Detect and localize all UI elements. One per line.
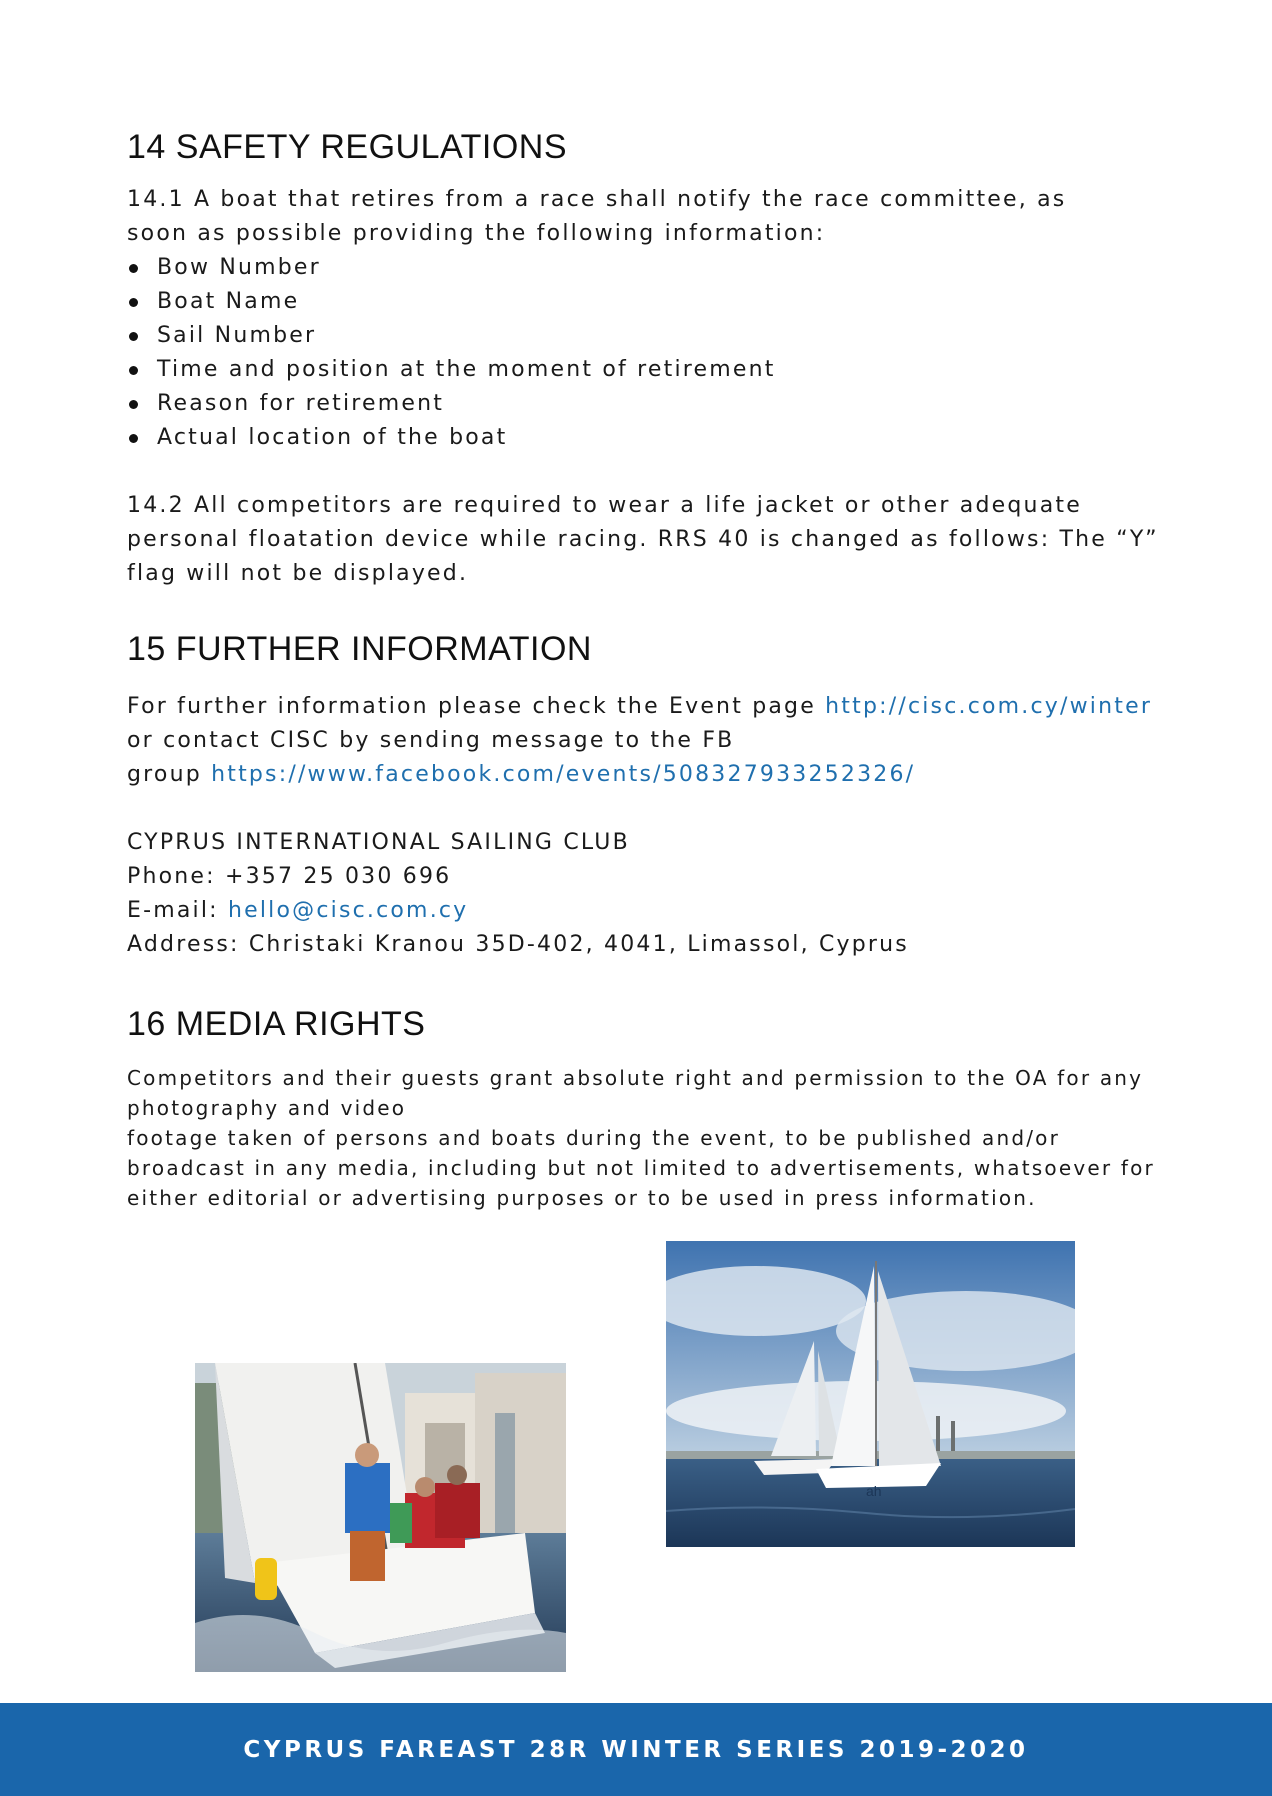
section-14-2-paragraph: 14.2 All competitors are required to wear a life jacket or other adequate personal floatation device while racing. RRS 40 is changed as follows: The “Y” flag will not be displayed. xyxy=(127,493,1159,586)
club-phone: Phone: +357 25 030 696 xyxy=(127,864,452,889)
crew-sailing-photo xyxy=(195,1363,566,1672)
footer-title: CYPRUS FAREAST 28R WINTER SERIES 2019-2020 xyxy=(243,1736,1029,1763)
club-contact-block: CYPRUS INTERNATIONAL SAILING CLUB Phone: +357 25 030 696 E-mail: hello@cisc.com.cy Address: Christaki Kranou 35D-402, 4041, Limassol, Cyprus xyxy=(127,826,909,962)
list-item: Boat Name xyxy=(127,285,776,319)
club-name: CYPRUS INTERNATIONAL SAILING CLUB xyxy=(127,830,630,855)
section-14-1-paragraph: 14.1 A boat that retires from a race shall notify the race committee, as soon as possible providing the following information: xyxy=(127,187,1067,246)
email-link[interactable]: hello@cisc.com.cy xyxy=(227,898,469,923)
list-item: Actual location of the boat xyxy=(127,421,776,455)
list-item: Sail Number xyxy=(127,319,776,353)
section-14-title: 14 SAFETY REGULATIONS xyxy=(127,128,568,166)
two-sailboats-photo xyxy=(666,1241,1075,1547)
footer-banner xyxy=(0,1703,1272,1796)
further-info-paragraph: For further information please check the Event page http://cisc.com.cy/winter or contact CISC by sending message to the FB group https://www.facebook.com/events/508327933252326/ xyxy=(127,694,1153,787)
facebook-event-link[interactable]: https://www.facebook.com/events/508327933252326/ xyxy=(211,762,916,787)
club-address: Address: Christaki Kranou 35D-402, 4041, Limassol, Cyprus xyxy=(127,932,909,957)
media-rights-paragraph: Competitors and their guests grant absolute right and permission to the OA for any photography and video footage taken of persons and boats during the event, to be published and/or broadcast in any media, including but not limited to advertisements, whatsoever for either editorial or advertising purposes or to be used in press information. xyxy=(127,1066,1155,1210)
section-15-title: 15 FURTHER INFORMATION xyxy=(127,630,592,668)
list-item: Reason for retirement xyxy=(127,387,776,421)
list-item: Time and position at the moment of retirement xyxy=(127,353,776,387)
svg-text:ah: ah xyxy=(866,1483,882,1499)
list-item: Bow Number xyxy=(127,251,776,285)
section-16-title: 16 MEDIA RIGHTS xyxy=(127,1005,426,1043)
retirement-info-list xyxy=(127,251,776,455)
event-page-link[interactable]: http://cisc.com.cy/winter xyxy=(825,694,1153,719)
